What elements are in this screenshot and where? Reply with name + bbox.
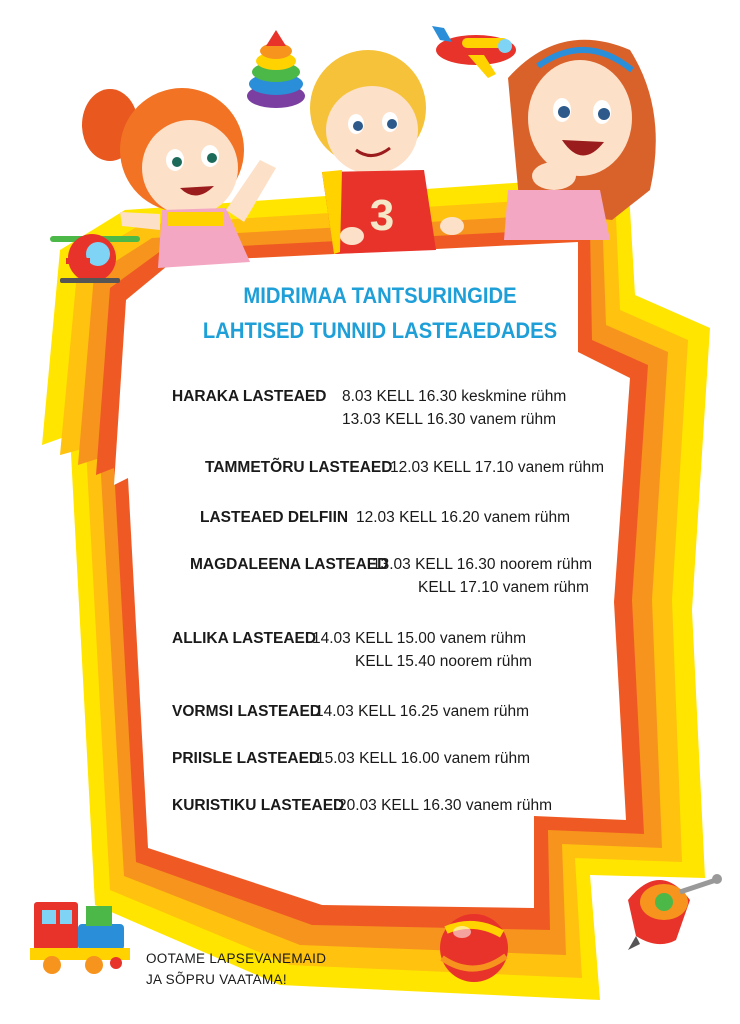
girl-right-illustration — [504, 40, 656, 240]
footer-invitation-line-2: JA SÕPRU VAATAMA! — [146, 972, 287, 987]
kindergarten-name: HARAKA LASTEAED — [172, 388, 327, 405]
session-time: 13.03 KELL 16.30 noorem rühm — [372, 556, 593, 573]
toy-ball — [440, 914, 508, 982]
session-time: 12.03 KELL 16.20 vanem rühm — [356, 509, 570, 526]
boy-shirt-number: 3 — [369, 191, 395, 240]
spinning-top-toy — [628, 874, 722, 950]
kindergarten-name: MAGDALEENA LASTEAED — [190, 556, 389, 573]
kindergarten-name: ALLIKA LASTEAED — [172, 630, 317, 647]
kindergarten-name: VORMSI LASTEAED — [172, 703, 321, 720]
poster-title-line-2: LAHTISED TUNNID LASTEAEDADES — [202, 318, 558, 343]
airplane-toy — [432, 26, 516, 78]
kindergarten-name: TAMMETÕRU LASTEAED — [205, 459, 393, 476]
session-time: 13.03 KELL 16.30 vanem rühm — [342, 411, 556, 428]
session-time: KELL 15.40 noorem rühm — [355, 653, 532, 670]
ring-pyramid-toy — [247, 30, 305, 108]
session-time: KELL 17.10 vanem rühm — [418, 579, 589, 596]
footer-invitation-line-1: OOTAME LAPSEVANEMAID — [146, 951, 327, 966]
kindergarten-name: KURISTIKU LASTEAED — [172, 797, 345, 814]
kindergarten-name: PRIISLE LASTEAED — [172, 750, 321, 767]
session-time: 15.03 KELL 16.00 vanem rühm — [316, 750, 530, 767]
session-time: 14.03 KELL 16.25 vanem rühm — [315, 703, 529, 720]
boy-middle-illustration — [310, 50, 464, 254]
session-time: 12.03 KELL 17.10 vanem rühm — [390, 459, 604, 476]
session-time: 8.03 KELL 16.30 keskmine rühm — [342, 388, 567, 405]
session-time: 14.03 KELL 15.00 vanem rühm — [312, 630, 526, 647]
kindergarten-name: LASTEAED DELFIIN — [200, 509, 349, 526]
session-time: 20.03 KELL 16.30 vanem rühm — [338, 797, 552, 814]
poster-title-line-1: MIDRIMAA TANTSURINGIDE — [243, 283, 517, 308]
